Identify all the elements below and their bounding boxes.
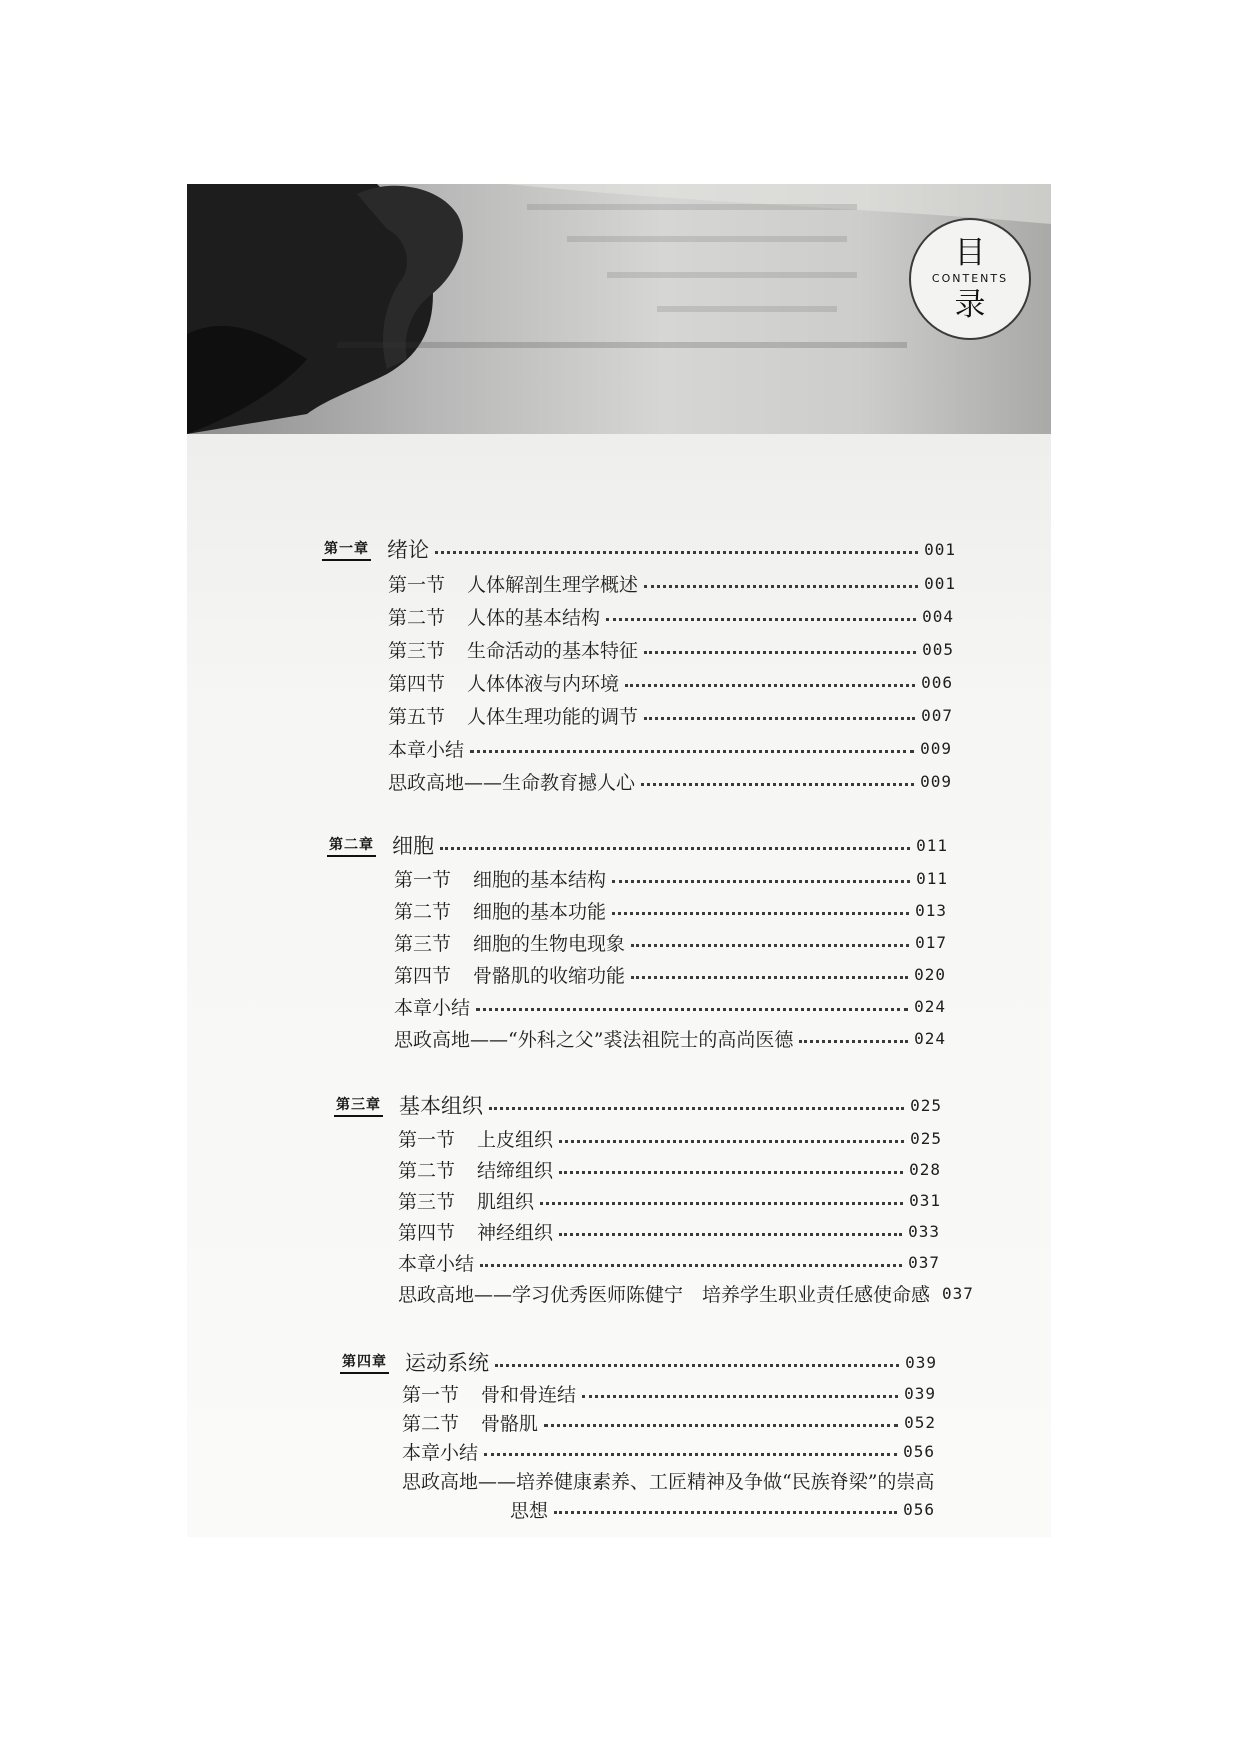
- section-label: 第二节: [388, 607, 446, 629]
- chapter-title: 绪论: [387, 538, 429, 562]
- page-number: 056: [903, 1500, 935, 1519]
- section-title: 神经组织: [477, 1222, 554, 1244]
- section-label: 第二节: [398, 1160, 456, 1182]
- section-title: 本章小结: [388, 739, 465, 761]
- toc-entry[interactable]: [394, 929, 947, 956]
- dot-leader: [554, 1511, 897, 1514]
- dot-leader: [440, 847, 910, 850]
- toc-entry[interactable]: [402, 1409, 936, 1436]
- dot-leader: [489, 1107, 904, 1110]
- page-number: 025: [910, 1095, 942, 1115]
- page-number: 005: [922, 640, 954, 659]
- section-title: 人体的基本结构: [467, 607, 601, 629]
- section-title: 上皮组织: [477, 1129, 554, 1151]
- toc-entry[interactable]: [394, 961, 946, 988]
- page-number: 013: [915, 901, 947, 920]
- section-title: 细胞的基本功能: [473, 901, 607, 923]
- toc-entry[interactable]: [388, 735, 952, 762]
- section-title: 思政高地——生命教育撼人心: [388, 772, 636, 794]
- page-number: 007: [921, 706, 953, 725]
- dot-leader: [799, 1040, 908, 1043]
- section-title: 细胞的生物电现象: [473, 933, 626, 955]
- header-banner: [187, 184, 1051, 434]
- toc-chapter-2[interactable]: [327, 830, 948, 860]
- dot-leader: [480, 1264, 902, 1267]
- page-number: 056: [903, 1442, 935, 1461]
- toc-entry-wrapped-line1[interactable]: 思政高地——培养健康素养、工匠精神及争做“民族脊梁”的崇高: [402, 1471, 935, 1493]
- section-label: 第三节: [388, 640, 446, 662]
- section-label: 第一节: [402, 1384, 460, 1406]
- chapter-badge: 第四章: [340, 1351, 389, 1374]
- dot-leader: [559, 1171, 903, 1174]
- page-number: 039: [905, 1352, 937, 1372]
- dot-leader: [606, 618, 916, 621]
- page-number: 001: [924, 539, 956, 559]
- toc-entry[interactable]: [398, 1218, 940, 1245]
- section-label: 第四节: [388, 673, 446, 695]
- dot-leader: [644, 585, 918, 588]
- section-label: 第二节: [402, 1413, 460, 1435]
- dot-leader: [476, 1008, 908, 1011]
- page-number: 006: [921, 673, 953, 692]
- page-number: 039: [904, 1384, 936, 1403]
- toc-entry[interactable]: [388, 669, 953, 696]
- toc-entry[interactable]: [388, 636, 954, 663]
- toc-entry[interactable]: [394, 1025, 946, 1052]
- toc-entry[interactable]: [398, 1125, 942, 1152]
- toc-entry[interactable]: [394, 993, 946, 1020]
- contents-title-top: 目: [954, 235, 986, 271]
- chapter-badge: 第二章: [327, 834, 376, 857]
- dot-leader: [470, 750, 914, 753]
- section-label: 第四节: [398, 1222, 456, 1244]
- section-title: 思政高地——“外科之父”裘法祖院士的高尚医德: [394, 1029, 794, 1051]
- toc-entry[interactable]: [398, 1249, 940, 1276]
- dot-leader: [540, 1202, 903, 1205]
- page-number: 020: [914, 965, 946, 984]
- section-label: 第五节: [388, 706, 446, 728]
- section-title: 人体生理功能的调节: [467, 706, 639, 728]
- section-label: 第三节: [394, 933, 452, 955]
- toc-entry[interactable]: [388, 768, 952, 795]
- toc-entry[interactable]: [388, 570, 956, 597]
- dot-leader: [495, 1364, 899, 1367]
- chapter-title: 运动系统: [405, 1351, 489, 1375]
- contents-badge: [909, 218, 1031, 340]
- section-title: 肌组织: [477, 1191, 535, 1213]
- section-label: 第一节: [394, 869, 452, 891]
- section-title: 思政高地——学习优秀医师陈健宁 培养学生职业责任感使命感: [398, 1284, 931, 1306]
- page-number: 052: [904, 1413, 936, 1432]
- section-title: 人体体液与内环境: [467, 673, 620, 695]
- toc-entry-wrapped-line2[interactable]: [510, 1496, 935, 1523]
- section-label: 第四节: [394, 965, 452, 987]
- section-label: 第三节: [398, 1191, 456, 1213]
- dot-leader: [582, 1395, 898, 1398]
- toc-entry[interactable]: [388, 702, 953, 729]
- toc-entry[interactable]: [402, 1438, 935, 1465]
- section-title: 结缔组织: [477, 1160, 554, 1182]
- dot-leader: [631, 976, 908, 979]
- dot-leader: [641, 783, 914, 786]
- page-number: 009: [920, 739, 952, 758]
- chapter-title: 细胞: [392, 834, 434, 858]
- section-title: 本章小结: [398, 1253, 475, 1275]
- page-number: 024: [914, 997, 946, 1016]
- page-number: 025: [910, 1129, 942, 1148]
- section-label: 第一节: [398, 1129, 456, 1151]
- page-number: 001: [924, 574, 956, 593]
- dot-leader: [644, 717, 915, 720]
- dot-leader: [559, 1140, 904, 1143]
- dot-leader: [612, 880, 910, 883]
- page-number: 037: [942, 1284, 974, 1303]
- page-number: 033: [908, 1222, 940, 1241]
- section-title: 生命活动的基本特征: [467, 640, 639, 662]
- page-number: 011: [916, 869, 948, 888]
- section-title: 本章小结: [402, 1442, 479, 1464]
- toc-entry[interactable]: [398, 1280, 974, 1307]
- section-label: 第二节: [394, 901, 452, 923]
- section-title: 骨骼肌的收缩功能: [473, 965, 626, 987]
- section-title: 本章小结: [394, 997, 471, 1019]
- toc-chapter-3[interactable]: [334, 1090, 942, 1120]
- page-number: 004: [922, 607, 954, 626]
- page-number: 037: [908, 1253, 940, 1272]
- toc-chapter-1[interactable]: [322, 534, 956, 564]
- dot-leader: [559, 1233, 902, 1236]
- dot-leader: [435, 551, 918, 554]
- ghost-text: [337, 342, 907, 348]
- dot-leader: [644, 651, 916, 654]
- ghost-text: [607, 272, 857, 278]
- section-title: 细胞的基本结构: [473, 869, 607, 891]
- ghost-text: [657, 306, 837, 312]
- chapter-badge: 第一章: [322, 538, 371, 561]
- dot-leader: [544, 1424, 898, 1427]
- ghost-text: [527, 204, 857, 210]
- section-title: 思想: [510, 1500, 549, 1522]
- page-number: 017: [915, 933, 947, 952]
- section-title: 骨和骨连结: [481, 1384, 577, 1406]
- toc-entry[interactable]: [398, 1187, 941, 1214]
- chapter-title: 基本组织: [399, 1094, 483, 1118]
- contents-title-bottom: 录: [954, 287, 986, 323]
- toc-entry[interactable]: [394, 865, 948, 892]
- contents-title-en: CONTENTS: [931, 272, 1009, 285]
- section-label: 第一节: [388, 574, 446, 596]
- dot-leader: [631, 944, 909, 947]
- page-number: 028: [909, 1160, 941, 1179]
- page-number: 024: [914, 1029, 946, 1048]
- page-number: 009: [920, 772, 952, 791]
- dot-leader: [612, 912, 909, 915]
- chapter-badge: 第三章: [334, 1094, 383, 1117]
- ghost-text: [567, 236, 847, 242]
- toc-entry[interactable]: [388, 603, 954, 630]
- page-number: 031: [909, 1191, 941, 1210]
- toc-chapter-4[interactable]: [340, 1347, 937, 1377]
- dot-leader: [625, 684, 915, 687]
- toc-entry[interactable]: [398, 1156, 941, 1183]
- dot-leader: [484, 1453, 897, 1456]
- section-title: 骨骼肌: [481, 1413, 539, 1435]
- scanned-page: [187, 184, 1051, 1537]
- page-number: 011: [916, 835, 948, 855]
- toc-entry[interactable]: [402, 1380, 936, 1407]
- toc-entry[interactable]: [394, 897, 947, 924]
- section-title: 人体解剖生理学概述: [467, 574, 639, 596]
